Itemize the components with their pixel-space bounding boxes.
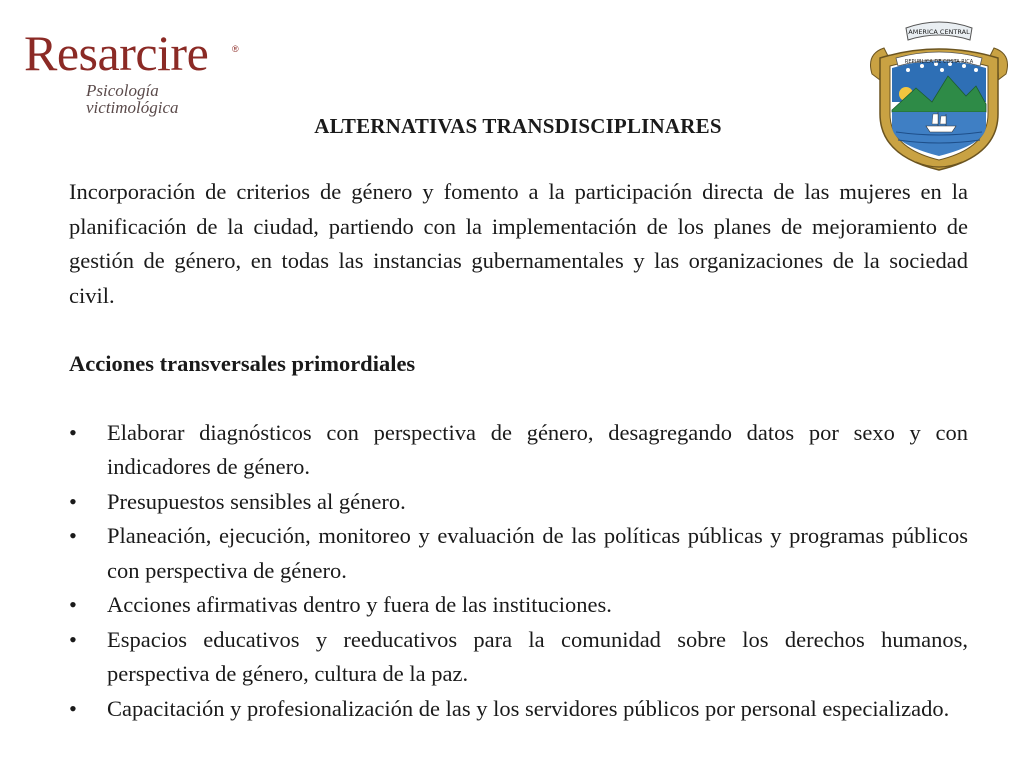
page-title: ALTERNATIVAS TRANSDISCIPLINARES (314, 114, 722, 138)
bullet-icon: • (69, 695, 77, 721)
logo-wordmark: Resarcire (24, 25, 209, 81)
bullet-icon: • (69, 626, 77, 652)
intro-paragraph: Incorporación de criterios de género y fomento a la participación directa de las mujeres en la planificación de la ciudad, partiendo con la implementación de los planes de mejoramiento de gestión de género, en todas las instancias gubernamentales y las organizaciones de la sociedad civil. (69, 179, 968, 308)
list-item (69, 485, 968, 520)
bullet-icon: • (69, 488, 77, 514)
list-item-text: Planeación, ejecución, monitoreo y evaluación de las políticas públicas y programas públicos con perspectiva de género. (107, 523, 968, 583)
bullet-icon: • (69, 523, 77, 548)
emblem-band-text: REPUBLICA DE COSTA RICA (904, 59, 974, 65)
list-item (69, 692, 968, 727)
emblem-ribbon-top-text: AMERICA CENTRAL (908, 28, 970, 36)
list-item (69, 519, 968, 588)
list-item-text: Elaborar diagnósticos con perspectiva de género, desagregando datos por sexo y con indicadores de género. (107, 419, 968, 479)
logo-tagline: Psicología victimológica (86, 81, 179, 117)
list-item (69, 588, 968, 623)
list-item-text: Capacitación y profesionalización de las y los servidores públicos por personal especializado. (107, 695, 950, 721)
resarcire-logo (22, 24, 252, 117)
actions-list (69, 416, 968, 727)
list-item-text: Acciones afirmativas dentro y fuera de las instituciones. (107, 592, 612, 617)
logo-registered-mark: ® (232, 44, 239, 54)
main-content (69, 175, 968, 726)
list-item-text: Presupuestos sensibles al género. (107, 488, 406, 514)
bullet-icon: • (69, 419, 77, 445)
costa-rica-coat-of-arms-icon (866, 14, 1012, 174)
list-item (69, 416, 968, 485)
section-subheading: Acciones transversales primordiales (69, 351, 416, 376)
list-item (69, 623, 968, 692)
list-item-text: Espacios educativos y reeducativos para la comunidad sobre los derechos humanos, perspectiva de género, cultura de la paz. (107, 626, 968, 686)
bullet-icon: • (69, 592, 77, 617)
